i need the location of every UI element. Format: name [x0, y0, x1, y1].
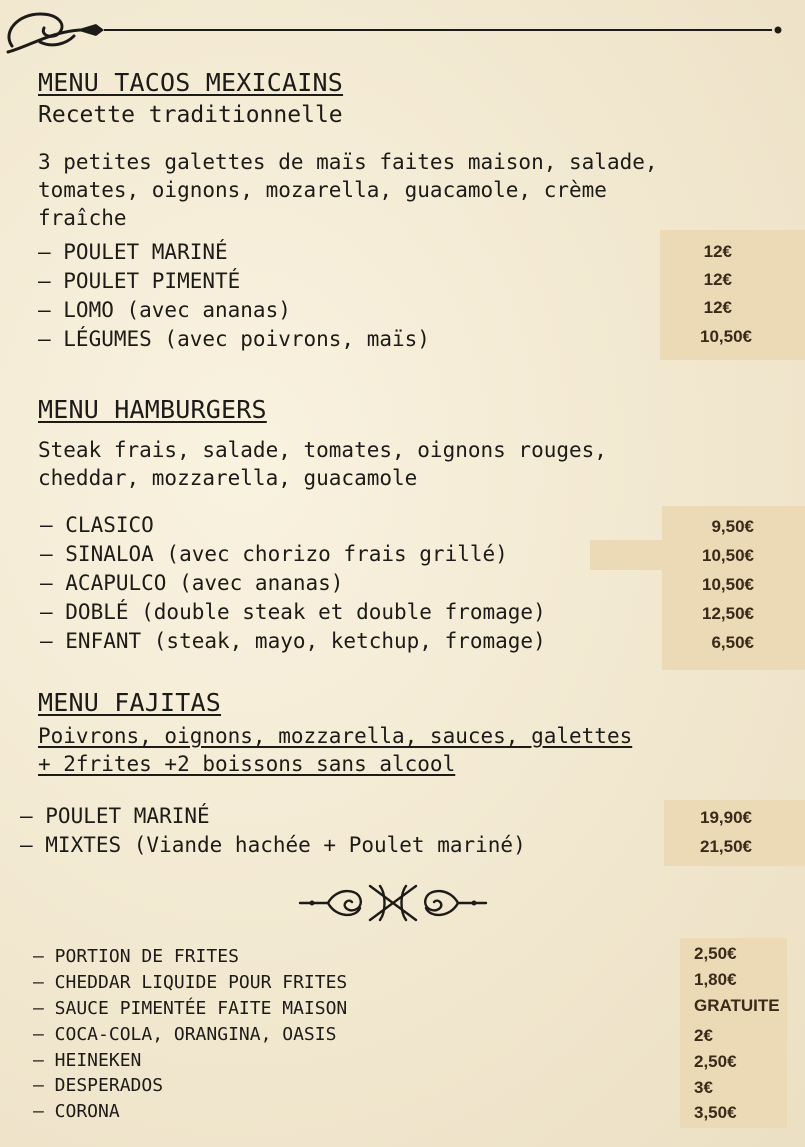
extra-item: – HEINEKEN	[33, 1050, 142, 1071]
hamburgers-description	[38, 436, 758, 492]
fajitas-desc-line: + 2frites +2 boissons sans alcool	[38, 752, 456, 776]
item-price: 3€	[694, 1078, 713, 1097]
menu-item: – POULET MARINÉ	[20, 804, 210, 828]
extra-item: – DESPERADOS	[33, 1075, 164, 1096]
item-price: 21,50€	[700, 837, 752, 856]
item-price: 9,50€	[711, 517, 754, 536]
tacos-desc-line: fraîche	[38, 206, 127, 230]
menu-item: – LÉGUMES (avec poivrons, maïs)	[38, 327, 430, 351]
menu-item: – POULET MARINÉ	[38, 240, 228, 264]
hamburgers-desc-line: Steak frais, salade, tomates, oignons rouges,	[38, 438, 607, 462]
menu-item: – MIXTES (Viande hachée + Poulet mariné)	[20, 833, 526, 857]
menu-item: – SINALOA (avec chorizo frais grillé)	[40, 542, 508, 566]
item-price: 19,90€	[700, 808, 752, 827]
item-price: 3,50€	[694, 1103, 737, 1122]
fajitas-title: MENU FAJITAS	[38, 688, 222, 717]
hamburgers-row-highlight	[590, 540, 662, 570]
menu-item: – POULET PIMENTÉ	[38, 269, 241, 293]
flourish-divider-icon	[0, 2, 805, 58]
fajitas-desc-line: Poivrons, oignons, mozzarella, sauces, galettes	[38, 724, 633, 748]
menu-item: – ACAPULCO (avec ananas)	[40, 571, 344, 595]
extra-item: – COCA-COLA, ORANGINA, OASIS	[33, 1024, 337, 1045]
item-price: 2,50€	[694, 1052, 737, 1071]
item-price: 10,50€	[700, 327, 752, 346]
item-price: GRATUITE	[694, 996, 780, 1015]
tacos-subtitle: Recette traditionnelle	[38, 102, 343, 128]
ornament-divider-icon	[298, 880, 488, 926]
item-price: 12€	[703, 242, 732, 261]
tacos-desc-line: tomates, oignons, mozarella, guacamole, crème	[38, 178, 607, 202]
extra-item: – PORTION DE FRITES	[33, 946, 239, 967]
tacos-desc-line: 3 petites galettes de maïs faites maison, salade,	[38, 150, 658, 174]
item-price: 12€	[703, 298, 732, 317]
menu-item: – DOBLÉ (double steak et double fromage)	[40, 600, 546, 624]
menu-item: – CLASICO	[40, 513, 154, 537]
item-price: 12,50€	[702, 604, 754, 623]
item-price: 2,50€	[694, 944, 737, 963]
menu-item: – ENFANT (steak, mayo, ketchup, fromage)	[40, 629, 546, 653]
menu-item: – LOMO (avec ananas)	[38, 298, 291, 322]
item-price: 10,50€	[702, 546, 754, 565]
item-price: 2€	[694, 1026, 713, 1045]
item-price: 10,50€	[702, 575, 754, 594]
item-price: 12€	[703, 270, 732, 289]
hamburgers-title: MENU HAMBURGERS	[38, 395, 267, 424]
extra-item: – SAUCE PIMENTÉE FAITE MAISON	[33, 998, 348, 1019]
extra-item: – CHEDDAR LIQUIDE POUR FRITES	[33, 972, 348, 993]
item-price: 1,80€	[694, 970, 737, 989]
item-price: 6,50€	[711, 633, 754, 652]
hamburgers-desc-line: cheddar, mozzarella, guacamole	[38, 466, 418, 490]
tacos-title: MENU TACOS MEXICAINS	[38, 68, 344, 97]
tacos-description	[38, 148, 758, 232]
fajitas-description	[38, 722, 758, 778]
extra-item: – CORONA	[33, 1101, 120, 1122]
